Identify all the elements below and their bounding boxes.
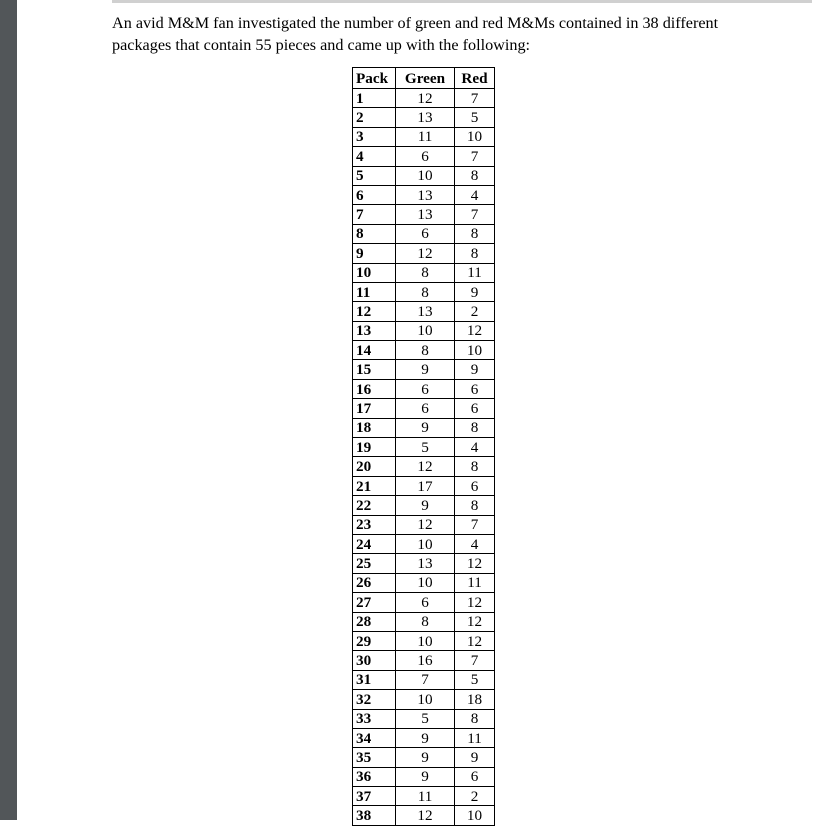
cell-pack: 13 <box>353 321 396 340</box>
cell-red: 7 <box>455 651 495 670</box>
cell-green: 17 <box>396 476 455 495</box>
cell-red: 12 <box>455 612 495 631</box>
cell-pack: 32 <box>353 690 396 709</box>
table-row <box>353 573 495 592</box>
table-row <box>353 554 495 573</box>
cell-pack: 15 <box>353 360 396 379</box>
cell-red: 8 <box>455 457 495 476</box>
table-row <box>353 767 495 786</box>
table-row <box>353 457 495 476</box>
cell-pack: 38 <box>353 806 396 825</box>
cell-red: 11 <box>455 573 495 592</box>
table-row <box>353 321 495 340</box>
cell-green: 8 <box>396 341 455 360</box>
cell-red: 12 <box>455 554 495 573</box>
cell-green: 13 <box>396 302 455 321</box>
cell-green: 9 <box>396 360 455 379</box>
cell-red: 8 <box>455 418 495 437</box>
cell-red: 8 <box>455 166 495 185</box>
cell-pack: 2 <box>353 108 396 127</box>
table-header-row <box>353 68 495 89</box>
cell-red: 10 <box>455 127 495 146</box>
mm-data-table <box>352 67 495 826</box>
cell-red: 12 <box>455 631 495 650</box>
table-row <box>353 147 495 166</box>
cell-green: 8 <box>396 263 455 282</box>
cell-pack: 10 <box>353 263 396 282</box>
cell-pack: 37 <box>353 787 396 806</box>
cell-red: 7 <box>455 515 495 534</box>
cell-pack: 33 <box>353 709 396 728</box>
cell-red: 7 <box>455 147 495 166</box>
column-header-green: Green <box>396 68 455 89</box>
cell-red: 12 <box>455 593 495 612</box>
intro-paragraph: An avid M&M fan investigated the number of green and red M&Ms contained in 38 different packages that contain 55 pieces and came up with the following: <box>112 14 719 54</box>
table-row <box>353 302 495 321</box>
cell-green: 6 <box>396 379 455 398</box>
cell-pack: 11 <box>353 282 396 301</box>
cell-pack: 31 <box>353 670 396 689</box>
cell-green: 13 <box>396 554 455 573</box>
cell-pack: 1 <box>353 89 396 108</box>
cell-pack: 6 <box>353 185 396 204</box>
cell-green: 12 <box>396 457 455 476</box>
table-row <box>353 263 495 282</box>
cell-red: 2 <box>455 787 495 806</box>
document-page <box>17 0 826 825</box>
table-row <box>353 728 495 747</box>
cell-red: 7 <box>455 205 495 224</box>
cell-red: 8 <box>455 244 495 263</box>
cell-green: 12 <box>396 515 455 534</box>
cell-pack: 30 <box>353 651 396 670</box>
column-header-red: Red <box>455 68 495 89</box>
cell-green: 9 <box>396 728 455 747</box>
cell-pack: 12 <box>353 302 396 321</box>
cell-green: 10 <box>396 534 455 553</box>
table-body <box>353 89 495 826</box>
cell-pack: 17 <box>353 399 396 418</box>
cell-pack: 25 <box>353 554 396 573</box>
cell-green: 9 <box>396 496 455 515</box>
table-row <box>353 593 495 612</box>
cell-green: 12 <box>396 89 455 108</box>
table-row <box>353 787 495 806</box>
cell-green: 9 <box>396 748 455 767</box>
cell-green: 10 <box>396 166 455 185</box>
cell-green: 13 <box>396 205 455 224</box>
cell-red: 11 <box>455 263 495 282</box>
table-row <box>353 399 495 418</box>
cell-pack: 21 <box>353 476 396 495</box>
cell-pack: 27 <box>353 593 396 612</box>
table-row <box>353 631 495 650</box>
cell-green: 8 <box>396 282 455 301</box>
cell-green: 6 <box>396 224 455 243</box>
cell-red: 10 <box>455 806 495 825</box>
table-row <box>353 166 495 185</box>
cell-red: 4 <box>455 438 495 457</box>
cell-green: 6 <box>396 593 455 612</box>
table-row <box>353 89 495 108</box>
table-row <box>353 244 495 263</box>
cell-red: 4 <box>455 534 495 553</box>
cell-red: 5 <box>455 108 495 127</box>
cell-red: 6 <box>455 399 495 418</box>
cell-pack: 22 <box>353 496 396 515</box>
cell-pack: 36 <box>353 767 396 786</box>
table-row <box>353 360 495 379</box>
cell-red: 4 <box>455 185 495 204</box>
cell-pack: 8 <box>353 224 396 243</box>
cell-pack: 34 <box>353 728 396 747</box>
cell-red: 9 <box>455 360 495 379</box>
viewer-gutter <box>0 0 17 820</box>
table-row <box>353 418 495 437</box>
cell-green: 11 <box>396 127 455 146</box>
table-row <box>353 108 495 127</box>
cell-pack: 35 <box>353 748 396 767</box>
table-row <box>353 748 495 767</box>
cell-pack: 16 <box>353 379 396 398</box>
table-row <box>353 612 495 631</box>
table-row <box>353 438 495 457</box>
cell-red: 10 <box>455 341 495 360</box>
table-row <box>353 534 495 553</box>
cell-pack: 3 <box>353 127 396 146</box>
cell-green: 10 <box>396 321 455 340</box>
cell-red: 18 <box>455 690 495 709</box>
cell-pack: 23 <box>353 515 396 534</box>
table-row <box>353 651 495 670</box>
cell-red: 6 <box>455 767 495 786</box>
cell-green: 12 <box>396 806 455 825</box>
page-top-divider <box>112 0 812 3</box>
cell-green: 13 <box>396 185 455 204</box>
cell-red: 8 <box>455 709 495 728</box>
cell-red: 9 <box>455 282 495 301</box>
cell-pack: 14 <box>353 341 396 360</box>
cell-pack: 4 <box>353 147 396 166</box>
table-row <box>353 476 495 495</box>
cell-pack: 20 <box>353 457 396 476</box>
table-row <box>353 690 495 709</box>
cell-green: 12 <box>396 244 455 263</box>
cell-green: 7 <box>396 670 455 689</box>
cell-pack: 28 <box>353 612 396 631</box>
table-row <box>353 185 495 204</box>
cell-pack: 26 <box>353 573 396 592</box>
cell-red: 8 <box>455 496 495 515</box>
cell-green: 11 <box>396 787 455 806</box>
table-row <box>353 282 495 301</box>
cell-green: 5 <box>396 438 455 457</box>
cell-green: 16 <box>396 651 455 670</box>
cell-green: 5 <box>396 709 455 728</box>
cell-green: 6 <box>396 399 455 418</box>
cell-green: 8 <box>396 612 455 631</box>
cell-red: 6 <box>455 476 495 495</box>
table-row <box>353 127 495 146</box>
table-row <box>353 224 495 243</box>
cell-green: 6 <box>396 147 455 166</box>
cell-green: 9 <box>396 418 455 437</box>
cell-pack: 7 <box>353 205 396 224</box>
cell-red: 11 <box>455 728 495 747</box>
cell-red: 2 <box>455 302 495 321</box>
column-header-pack: Pack <box>353 68 396 89</box>
cell-red: 7 <box>455 89 495 108</box>
cell-pack: 24 <box>353 534 396 553</box>
table-row <box>353 709 495 728</box>
cell-green: 10 <box>396 573 455 592</box>
table-row <box>353 806 495 825</box>
table-row <box>353 496 495 515</box>
table-row <box>353 205 495 224</box>
cell-pack: 18 <box>353 418 396 437</box>
table-row <box>353 515 495 534</box>
cell-red: 12 <box>455 321 495 340</box>
cell-red: 9 <box>455 748 495 767</box>
cell-red: 8 <box>455 224 495 243</box>
cell-pack: 29 <box>353 631 396 650</box>
cell-red: 6 <box>455 379 495 398</box>
cell-pack: 9 <box>353 244 396 263</box>
cell-red: 5 <box>455 670 495 689</box>
cell-pack: 19 <box>353 438 396 457</box>
cell-pack: 5 <box>353 166 396 185</box>
cell-green: 9 <box>396 767 455 786</box>
table-row <box>353 341 495 360</box>
cell-green: 10 <box>396 631 455 650</box>
table-row <box>353 379 495 398</box>
cell-green: 10 <box>396 690 455 709</box>
table-row <box>353 670 495 689</box>
cell-green: 13 <box>396 108 455 127</box>
